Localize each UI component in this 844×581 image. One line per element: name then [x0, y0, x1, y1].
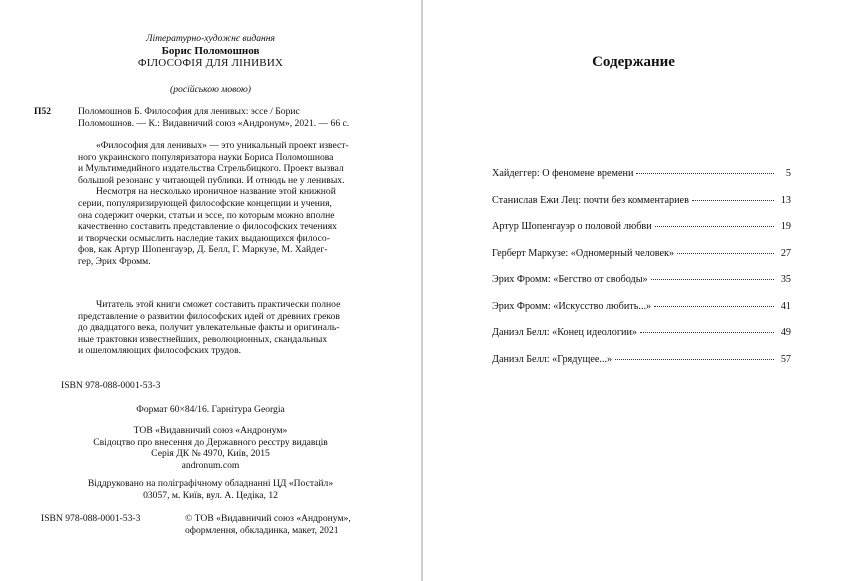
toc-entry[interactable]	[492, 327, 791, 354]
toc-leader	[640, 332, 774, 333]
toc-entry-page: 35	[780, 274, 791, 285]
annotation-line: Несмотря на несколько ироничное название этой книжной	[96, 186, 336, 198]
annotation-line: ного украинского популяризатора науки Бориса Поломошнова	[78, 151, 334, 163]
toc-entry-title: Эрих Фромм: «Бегство от свободы»	[492, 274, 648, 285]
toc-entry-page: 49	[780, 327, 791, 338]
isbn: ISBN 978-088-0001-53-3	[61, 380, 161, 391]
toc-entry-title: Герберт Маркузе: «Одномерный человек»	[492, 247, 675, 259]
reader-note-line: Читатель этой книги сможет составить практически полное	[96, 299, 341, 310]
reader-note-line: до двадцатого века, получит увлекательные факты и оригиналь-	[78, 322, 340, 334]
annotation-line: серии, популяризирующей философские концепции и учения,	[78, 197, 332, 209]
toc-leader	[615, 359, 774, 360]
toc-leader	[692, 200, 774, 201]
annotation-line: и творчески осмыслить наследие таких выдающихся филосо-	[78, 232, 330, 244]
book-author: Борис Поломошнов	[161, 45, 260, 57]
publisher-line: Серія ДК № 4970, Київ, 2015	[151, 448, 270, 460]
annotation-line: качественно составить представление о философских течениях	[78, 221, 337, 233]
udc-code: П52	[34, 106, 52, 117]
printer-line: Віддруковано на поліграфічному обладнанні ЦД «Постайл»	[87, 478, 334, 489]
toc-entry-title: Даниэл Белл: «Грядущее...»	[492, 353, 613, 365]
isbn-footer: ISBN 978-088-0001-53-3	[41, 513, 141, 524]
publisher-line: Свідоцтво про внесення до Державного реєстру видавців	[93, 436, 328, 448]
toc-entry-page: 19	[780, 221, 791, 232]
publisher-line: ТОВ «Видавничий союз «Андронум»	[133, 425, 288, 436]
biblio-line: Поломошнов. — К.: Видавничий союз «Андронум», 2021. — 66 с.	[78, 117, 350, 129]
reader-note	[78, 299, 378, 357]
toc-entry-page: 41	[780, 300, 791, 312]
left-page	[0, 0, 421, 581]
annotation-line: «Философия для ленивых» — это уникальный проект извест-	[96, 140, 349, 151]
toc-entry[interactable]	[492, 274, 791, 301]
toc-entry-title: Хайдеггер: О феномене времени	[492, 168, 634, 179]
table-of-contents	[492, 168, 791, 380]
toc-entry[interactable]	[492, 248, 791, 275]
publisher-website: andronum.com	[181, 459, 240, 471]
toc-entry-page: 27	[780, 247, 791, 259]
toc-leader	[654, 306, 774, 307]
toc-entry-page: 13	[780, 194, 791, 206]
right-page	[423, 0, 844, 581]
annotation-line: фов, как Артур Шопенгауэр, Д. Белл, Г. Маркузе, М. Хайдег-	[78, 244, 328, 256]
language-note: (російською мовою)	[170, 84, 251, 95]
annotation-line: и Мультимедийного издательства Стрельбицкого. Проект вызвал	[78, 163, 344, 175]
toc-entry[interactable]	[492, 221, 791, 248]
reader-note-line: представление о развитии философских идей от древних греков	[78, 310, 340, 322]
toc-leader	[636, 173, 774, 174]
biblio-line: Поломошнов Б. Философия для ленивых: эссе / Борис	[78, 106, 300, 117]
annotation	[78, 140, 378, 268]
bibliographic-record	[78, 106, 378, 129]
toc-entry-page: 5	[785, 168, 791, 179]
toc-entry[interactable]	[492, 301, 791, 328]
copyright-line: © ТОВ «Видавничий союз «Андронум»,	[185, 513, 351, 524]
copyright-notice	[185, 513, 385, 536]
printer-address: 03057, м. Київ, вул. А. Цедіка, 12	[143, 489, 278, 501]
toc-entry-title: Станислав Ежи Лец: почти без комментариев	[492, 194, 689, 206]
copyright-line: оформлення, обкладинка, макет, 2021	[185, 524, 339, 536]
toc-title: Содержание	[592, 54, 675, 70]
toc-entry-title: Артур Шопенгауэр о половой любви	[492, 221, 652, 232]
edition-note: Літературно-художнє видання	[145, 33, 276, 44]
annotation-line: она содержит очерки, статьи и эссе, по которым можно вполне	[78, 209, 335, 221]
toc-entry-page: 57	[780, 353, 791, 365]
annotation-line: гер, Эрих Фромм.	[78, 255, 151, 267]
toc-entry[interactable]	[492, 354, 791, 381]
reader-note-line: ные трактовки известнейших, революционных, скандальных	[78, 333, 328, 345]
reader-note-line: и ошеломляющих философских трудов.	[78, 345, 242, 357]
toc-entry-title: Даниэл Белл: «Конец идеологии»	[492, 327, 638, 338]
format-line: Формат 60×84/16. Гарнітура Georgia	[136, 404, 285, 415]
annotation-line: большой резонанс у читающей публики. И отнюдь не у ленивых.	[78, 174, 345, 186]
book-title: ФІЛОСОФІЯ ДЛЯ ЛІНИВИХ	[137, 57, 284, 69]
toc-leader	[651, 279, 774, 280]
toc-entry[interactable]	[492, 168, 791, 195]
toc-leader	[677, 253, 774, 254]
toc-entry[interactable]	[492, 195, 791, 222]
toc-leader	[655, 226, 774, 227]
publisher-info	[0, 425, 421, 471]
printer-info	[0, 478, 421, 501]
toc-entry-title: Эрих Фромм: «Искусство любить...»	[492, 300, 652, 312]
